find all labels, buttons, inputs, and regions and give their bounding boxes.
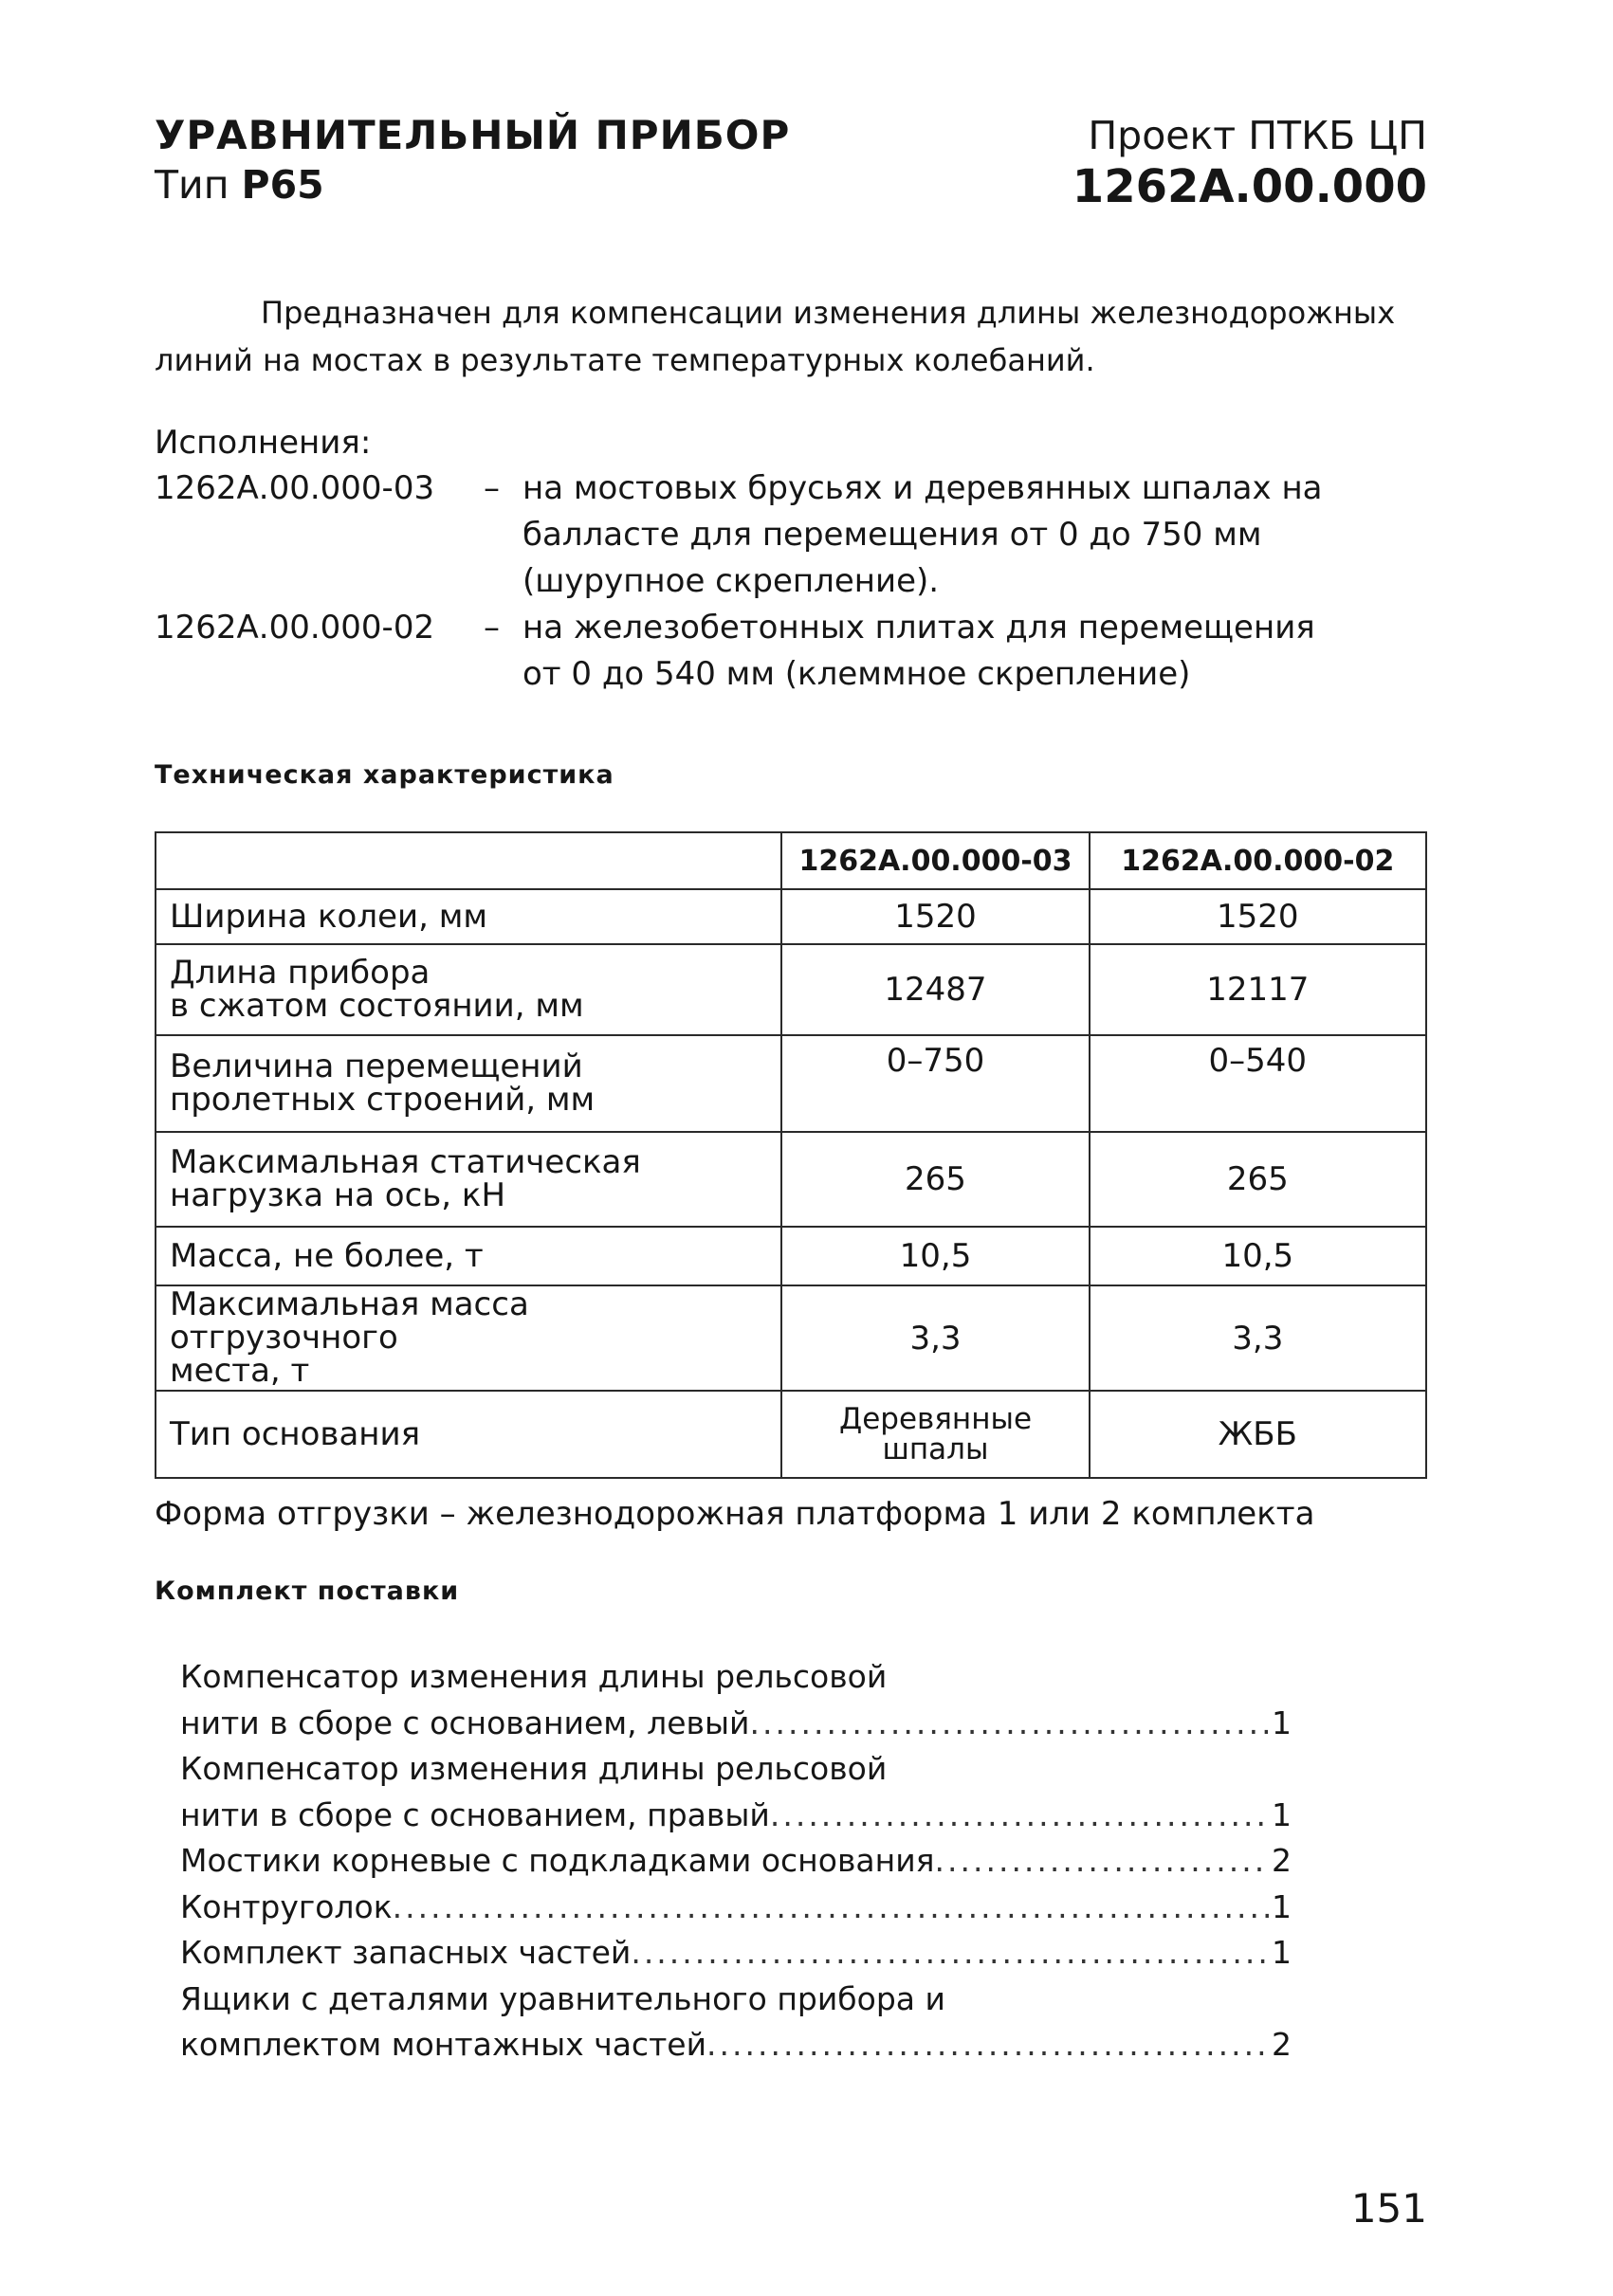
spec-param-line: Величина перемещений: [170, 1048, 583, 1085]
variants-heading: Исполнения:: [155, 424, 372, 462]
spec-value-03: [781, 1035, 1089, 1132]
project-number: 1262А.00.000: [1072, 160, 1427, 213]
list-item-qty: 2: [1272, 1842, 1292, 1879]
table-row: [156, 1285, 1426, 1391]
variant-desc-line: на железобетонных плитах для перемещения: [522, 609, 1315, 647]
spec-value-03: [781, 1132, 1089, 1227]
spec-value-03: [781, 944, 1089, 1035]
spec-value-03: [781, 889, 1089, 944]
spec-value-line: 265: [1226, 1160, 1289, 1198]
list-item-label: комплектом монтажных частей: [180, 2026, 707, 2063]
delivery-section-title: Комплект поставки: [155, 1576, 460, 1606]
list-item-qty: 2: [1272, 2026, 1292, 2063]
spec-value-line: Деревянные: [838, 1402, 1033, 1436]
spec-value-line: 1520: [1217, 898, 1299, 936]
spec-column-header: [156, 832, 781, 889]
list-item-lead: Компенсатор изменения длины рельсовой: [180, 1658, 888, 1695]
header-left: [155, 111, 790, 210]
list-item: [180, 1701, 1292, 1747]
spec-param-name: [156, 1035, 781, 1132]
variant-description: [522, 465, 1433, 605]
type-line: [155, 160, 790, 210]
shipping-form: Форма отгрузки – железнодорожная платформа 1 или 2 комплекта: [155, 1495, 1315, 1533]
list-item-qty: 1: [1272, 1934, 1292, 1971]
spec-value-02: [1090, 1035, 1426, 1132]
list-item-label: Комплект запасных частей: [180, 1934, 632, 1971]
spec-value-03: [781, 1285, 1089, 1391]
list-item: [180, 1838, 1292, 1885]
leader-dots: [935, 1838, 1271, 1885]
spec-value-02: [1090, 1132, 1426, 1227]
spec-param-name: [156, 1285, 781, 1391]
spec-column-header: 1262А.00.000-03: [781, 832, 1089, 889]
list-item-label: Мостики корневые с подкладками основания: [180, 1842, 935, 1879]
spec-value-line: 3,3: [1232, 1319, 1284, 1358]
leader-dots: [770, 1793, 1270, 1839]
table-row: [156, 1391, 1426, 1478]
spec-param-line: пролетных строений, мм: [170, 1081, 596, 1119]
spec-value-line: 12487: [884, 971, 987, 1009]
spec-param-line: Ширина колеи, мм: [170, 897, 488, 936]
spec-value-line: 10,5: [899, 1237, 972, 1275]
intro-line-1: Предназначен для компенсации изменения длины железнодорожных: [261, 295, 1396, 331]
table-row: [156, 1035, 1426, 1132]
leader-dots: [706, 2022, 1270, 2068]
leader-dots: [631, 1930, 1270, 1977]
list-item: [180, 2022, 1292, 2068]
spec-section-title: Техническая характеристика: [155, 760, 614, 790]
spec-value-line: 265: [905, 1160, 966, 1198]
spec-value-line: ЖББ: [1218, 1415, 1297, 1453]
page-number: 151: [1350, 2185, 1427, 2232]
intro-paragraph: [155, 289, 1430, 384]
spec-param-name: [156, 1227, 781, 1285]
table-row: [156, 889, 1426, 944]
list-item-label: нити в сборе с основанием, правый: [180, 1795, 770, 1833]
spec-param-line: Максимальная статическая: [170, 1143, 641, 1181]
list-item-label: Контруголок: [180, 1887, 393, 1925]
spec-value-line: 10,5: [1221, 1237, 1294, 1275]
spec-value-line: 0–750: [886, 1042, 985, 1080]
spec-column-header: 1262А.00.000-02: [1090, 832, 1426, 889]
variant-dash: –: [484, 469, 500, 507]
leader-dots: [750, 1701, 1271, 1747]
project-label: Проект ПТКБ ЦП: [1088, 113, 1427, 158]
spec-value-line: 3,3: [909, 1319, 962, 1358]
table-row: [156, 1132, 1426, 1227]
spec-value-line: 0–540: [1208, 1042, 1308, 1080]
spec-value-line: 12117: [1206, 971, 1310, 1009]
list-item-lead: Ящики с деталями уравнительного прибора и: [180, 1979, 945, 2017]
spec-param-name: [156, 1132, 781, 1227]
spec-param-line: Максимальная масса отгрузочного: [170, 1285, 529, 1357]
variant-code: 1262А.00.000-02: [155, 609, 435, 647]
type-label: Тип: [155, 162, 229, 208]
spec-header-row: [156, 832, 1426, 889]
spec-value-line: шпалы: [882, 1432, 989, 1467]
header-right: [1072, 111, 1427, 213]
intro-line-2: линий на мостах в результате температурных колебаний.: [155, 342, 1095, 378]
spec-param-name: [156, 889, 781, 944]
type-value: Р65: [241, 162, 324, 208]
spec-value-02: [1090, 1285, 1426, 1391]
spec-value-line: 1520: [894, 898, 977, 936]
spec-value-02: [1090, 1227, 1426, 1285]
variant-desc-line: (шурупное скрепление).: [522, 562, 940, 600]
delivery-list: [180, 1654, 1292, 2068]
list-item: [180, 1793, 1292, 1839]
table-row: [156, 1227, 1426, 1285]
spec-param-line: нагрузка на ось, кН: [170, 1176, 506, 1214]
spec-param-line: Тип основания: [170, 1414, 421, 1453]
list-item-lead: Компенсатор изменения длины рельсовой: [180, 1750, 888, 1787]
variant-desc-line: от 0 до 540 мм (клеммное скрепление): [522, 655, 1191, 693]
table-row: [156, 944, 1426, 1035]
list-item: [180, 1885, 1292, 1931]
spec-value-02: [1090, 1391, 1426, 1478]
spec-value-03: [781, 1391, 1089, 1478]
variant-description: [522, 605, 1433, 698]
leader-dots: [393, 1885, 1270, 1931]
spec-table: [155, 831, 1427, 1479]
spec-param-line: Масса, не более, т: [170, 1236, 484, 1275]
spec-param-line: места, т: [170, 1352, 310, 1390]
variant-code: 1262А.00.000-03: [155, 469, 435, 507]
variant-dash: –: [484, 609, 500, 647]
variant-desc-line: балласте для перемещения от 0 до 750 мм: [522, 516, 1262, 554]
list-item-qty: 1: [1272, 1704, 1292, 1741]
variant-desc-line: на мостовых брусьях и деревянных шпалах на: [522, 469, 1323, 507]
document-title: УРАВНИТЕЛЬНЫЙ ПРИБОР: [155, 112, 791, 158]
list-item-qty: 1: [1272, 1887, 1292, 1925]
list-item-qty: 1: [1272, 1795, 1292, 1833]
list-item: [180, 1930, 1292, 1977]
spec-value-02: [1090, 944, 1426, 1035]
spec-value-03: [781, 1227, 1089, 1285]
spec-value-02: [1090, 889, 1426, 944]
spec-param-name: [156, 1391, 781, 1478]
spec-param-line: в сжатом состоянии, мм: [170, 987, 584, 1025]
list-item-label: нити в сборе с основанием, левый: [180, 1704, 750, 1741]
spec-param-line: Длина прибора: [170, 954, 431, 992]
spec-param-name: [156, 944, 781, 1035]
